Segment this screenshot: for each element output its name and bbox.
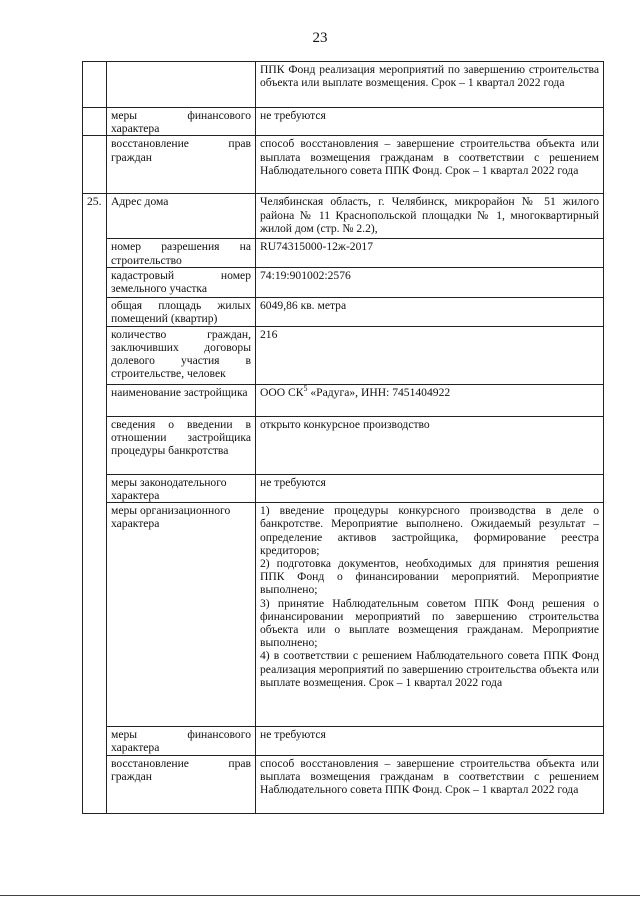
number-cell	[83, 136, 107, 194]
developer-prefix: ООО СК	[260, 385, 304, 399]
table-row	[83, 239, 604, 267]
citizens-value: 216	[256, 326, 604, 384]
table-row	[83, 326, 604, 384]
table-row	[83, 62, 604, 108]
label-cell: наименование застройщика	[107, 384, 256, 416]
table-row	[83, 297, 604, 326]
measure-item: 1) введение процедуры конкурсного производства в деле о банкротстве. Мероприятие выполнено. Ожидаемый результат – определение активов застройщика, формирование реестра кредиторов;	[260, 504, 599, 557]
developer-suffix: «Радуга», ИНН: 7451404922	[307, 385, 451, 399]
table-row	[83, 416, 604, 474]
footnote-marker: 5	[303, 383, 308, 393]
value-cell: способ восстановления – завершение строительства объекта или выплата возмещения гражданам в соответствии с решением Наблюдательного совета ППК Фонд. Срок – 1 квартал 2022 года	[256, 136, 604, 194]
label-cell: общая площадь жилых помещений (квартир)	[107, 297, 256, 326]
address-value: Челябинская область, г. Челябинск, микрорайон № 51 жилого района № 11 Краснопольской площадки № 1, многоквартирный жилой дом (стр. № 2.2),	[256, 194, 604, 239]
cadastral-value: 74:19:901002:2576	[256, 267, 604, 297]
measure-item: 3) принятие Наблюдательным советом ППК Фонд решения о финансировании мероприятий по завершению строительства объекта или о выплате возмещения гражданам. Мероприятие выполнено;	[260, 596, 599, 650]
table-row	[83, 108, 604, 136]
area-value: 6049,86 кв. метра	[256, 297, 604, 326]
measures-table	[82, 61, 604, 814]
label-cell: сведения о введении в отношении застройщика процедуры банкротства	[107, 416, 256, 474]
label-cell: восстановление прав граждан	[107, 136, 256, 194]
label-cell: количество граждан, заключивших договоры долевого участия в строительстве, человек	[107, 326, 256, 384]
value-cell: не требуются	[256, 108, 604, 136]
table-row	[83, 474, 604, 502]
developer-value	[256, 384, 604, 416]
label-cell: меры законодательного характера	[107, 474, 256, 502]
restoration-value: способ восстановления – завершение строительства объекта или выплата возмещения гражданам в соответствии с решением Наблюдательного совета ППК Фонд. Срок – 1 квартал 2022 года	[256, 755, 604, 813]
label-cell: меры организационного характера	[107, 503, 256, 727]
label-cell: Адрес дома	[107, 194, 256, 239]
label-cell: меры финансового характера	[107, 108, 256, 136]
label-cell	[107, 62, 256, 108]
legislative-value: не требуются	[256, 474, 604, 502]
table-row	[83, 727, 604, 755]
page-number: 23	[312, 30, 328, 46]
label-cell: меры финансового характера	[107, 727, 256, 755]
label-cell: номер разрешения на строительство	[107, 239, 256, 267]
financial-value: не требуются	[256, 727, 604, 755]
permit-value: RU74315000-12ж-2017	[256, 239, 604, 267]
bottom-rule	[0, 895, 640, 896]
value-cell: ППК Фонд реализация мероприятий по завершению строительства объекта или выплате возмещения. Срок – 1 квартал 2022 года	[256, 62, 604, 108]
label-cell: восстановление прав граждан	[107, 755, 256, 813]
entry-number: 25.	[83, 194, 107, 813]
bankruptcy-value: открыто конкурсное производство	[256, 416, 604, 474]
number-cell	[83, 108, 107, 136]
table-row	[83, 384, 604, 416]
table-row	[83, 194, 604, 239]
measure-item: 2) подготовка документов, необходимых для принятия решения ППК Фонд о финансировании мероприятий. Мероприятие выполнено;	[260, 557, 599, 597]
table-row	[83, 503, 604, 727]
table-row	[83, 755, 604, 813]
label-cell: кадастровый номер земельного участка	[107, 267, 256, 297]
measure-item: 4) в соответствии с решением Наблюдательного совета ППК Фонд реализация мероприятий по завершению строительства объекта или выплате возмещения. Срок – 1 квартал 2022 года	[260, 649, 599, 689]
organizational-measures	[256, 503, 604, 727]
number-cell	[83, 62, 107, 108]
table-row	[83, 136, 604, 194]
table-row	[83, 267, 604, 297]
